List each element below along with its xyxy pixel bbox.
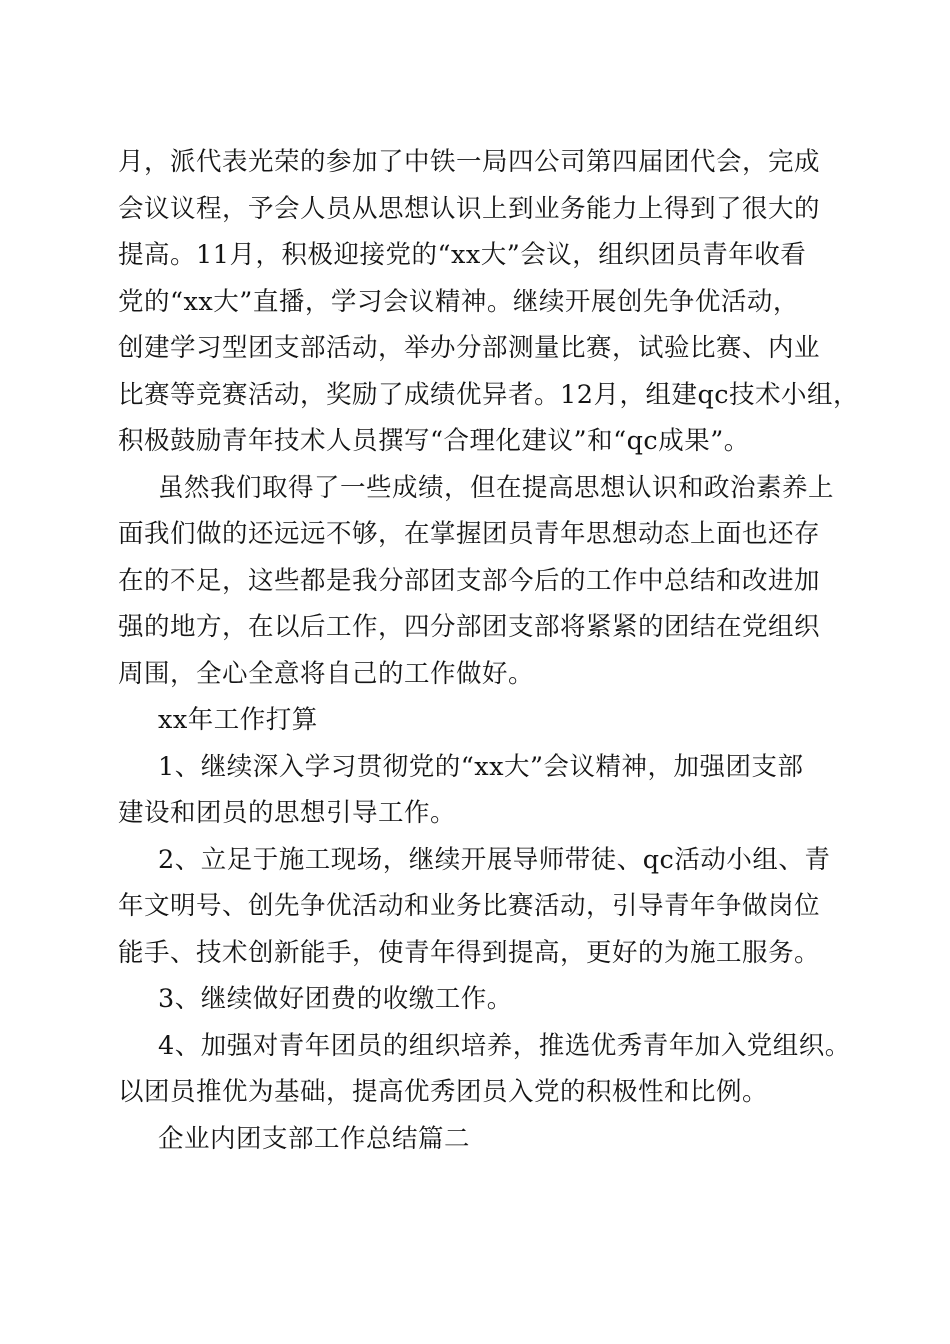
paragraph-continuation — [118, 139, 860, 465]
text-line: 周围，全心全意将自己的工作做好。 — [118, 658, 535, 689]
text-line: 年文明号、创先争优活动和业务比赛活动，引导青年争做岗位 — [118, 891, 821, 921]
document-body — [118, 139, 860, 1162]
text-line: 2、立足于施工现场，继续开展导师带徒、qc活动小组、青 — [158, 844, 831, 875]
text-line: 积极鼓励青年技术人员撰写“合理化建议”和“qc成果”。 — [118, 426, 750, 456]
text-line: xx年工作打算 — [158, 705, 318, 735]
text-line: 比赛等竞赛活动，奖励了成绩优异者。12月，组建qc技术小组， — [118, 379, 860, 410]
plan-item-4 — [118, 1023, 851, 1116]
text-line: 4、加强对青年团员的组织培养，推选优秀青年加入党组织。 — [158, 1030, 851, 1061]
text-line: 月，派代表光荣的参加了中铁一局四公司第四届团代会，完成 — [118, 147, 821, 177]
text-line: 党的“xx大”直播，学习会议精神。继续开展创先争优活动， — [118, 286, 799, 317]
text-line: 建设和团员的思想引导工作。 — [118, 798, 457, 828]
text-line: 强的地方，在以后工作，四分部团支部将紧紧的团结在党组织 — [118, 612, 821, 642]
text-line: 会议议程，予会人员从思想认识上到业务能力上得到了很大的 — [118, 193, 821, 224]
text-line: 在的不足，这些都是我分部团支部今后的工作中总结和改进加 — [118, 565, 821, 596]
text-line: 1、继续深入学习贯彻党的“xx大”会议精神，加强团支部 — [158, 751, 804, 782]
text-line: 3、继续做好团费的收缴工作。 — [158, 984, 513, 1014]
section-heading-part-two — [118, 1116, 838, 1163]
section-heading-work-plan — [118, 697, 838, 744]
text-line: 提高。11月，积极迎接党的“xx大”会议，组织团员青年收看 — [118, 240, 807, 270]
text-line: 以团员推优为基础，提高优秀团员入党的积极性和比例。 — [118, 1077, 769, 1107]
text-line: 虽然我们取得了一些成绩，但在提高思想认识和政治素养上 — [158, 472, 835, 503]
plan-item-3 — [118, 976, 838, 1023]
text-line: 能手、技术创新能手，使青年得到提高，更好的为施工服务。 — [118, 937, 821, 968]
text-line: 创建学习型团支部活动，举办分部测量比赛，试验比赛、内业 — [118, 333, 821, 363]
paragraph-shortcomings — [118, 465, 838, 698]
plan-item-1 — [118, 744, 838, 837]
text-line: 面我们做的还远远不够，在掌握团员青年思想动态上面也还存 — [118, 519, 821, 549]
plan-item-2 — [118, 837, 838, 977]
text-line: 企业内团支部工作总结篇二 — [158, 1123, 471, 1154]
